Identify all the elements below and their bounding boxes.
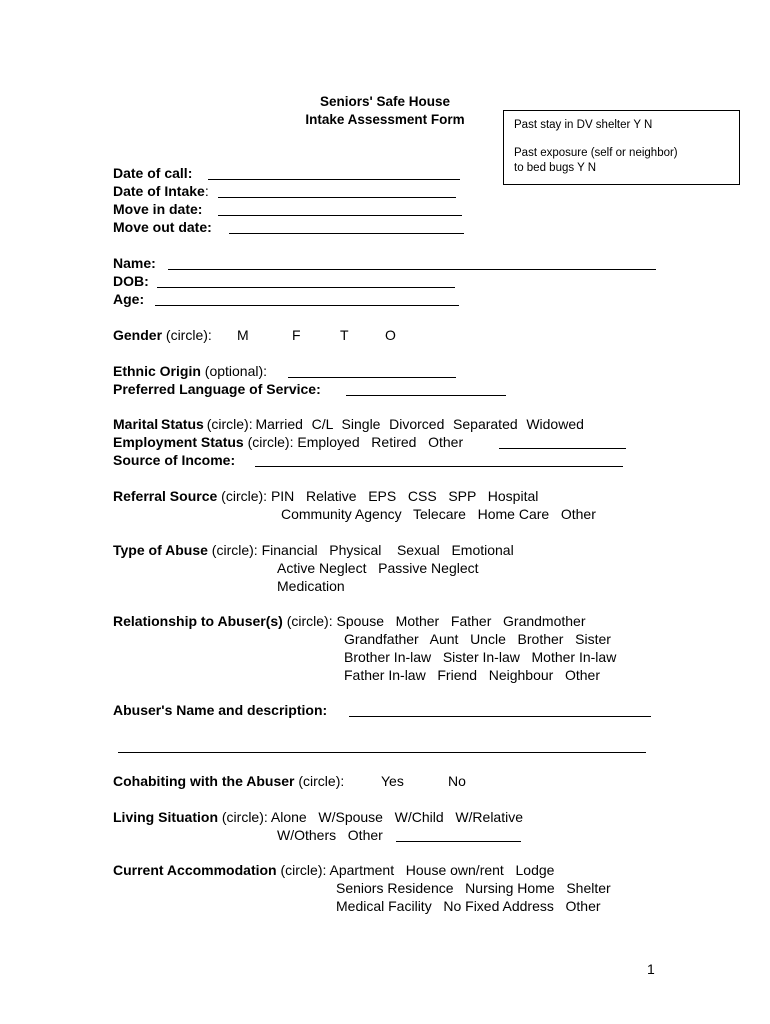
gender-option-t[interactable]: T <box>340 327 349 343</box>
age-label: Age: <box>113 291 145 307</box>
dv-shelter-question[interactable]: Past stay in DV shelter Y N <box>514 119 653 131</box>
source-of-income-field[interactable] <box>255 466 623 467</box>
gender-option-f[interactable]: F <box>292 327 301 343</box>
bedbugs-question-line1: Past exposure (self or neighbor) <box>514 147 678 159</box>
relationship-options-2[interactable]: Grandfather Aunt Uncle Brother Sister <box>344 631 611 647</box>
name-label: Name: <box>113 255 156 271</box>
abuser-description-field[interactable] <box>118 752 646 753</box>
gender-label: Gender (circle): <box>113 327 212 343</box>
relationship-options-1[interactable]: Spouse Mother Father Grandmother <box>336 613 586 629</box>
age-field[interactable] <box>155 305 459 306</box>
source-of-income-label: Source of Income: <box>113 452 236 468</box>
type-of-abuse-options-2[interactable]: Active Neglect Passive Neglect <box>277 560 479 576</box>
referral-source-row: Referral Source (circle): PIN Relative EPS CSS SPP Hospital <box>113 488 539 504</box>
marital-status-row: Marital Status (circle): Married C/L Single Divorced Separated Widowed <box>113 416 584 432</box>
move-in-date-label: Move in date: <box>113 201 203 217</box>
date-of-intake-label: Date of Intake: <box>113 183 209 199</box>
current-accommodation-row: Current Accommodation (circle): Apartment House own/rent Lodge <box>113 862 555 878</box>
shelter-history-box <box>503 110 740 185</box>
move-out-date-field[interactable] <box>229 233 464 234</box>
abuser-name-label: Abuser's Name and description: <box>113 702 328 718</box>
ethnic-origin-label: Ethnic Origin (optional): <box>113 363 268 379</box>
cohabiting-label: Cohabiting with the Abuser (circle): <box>113 773 345 789</box>
living-other-field[interactable] <box>396 841 521 842</box>
date-of-call-label: Date of call: <box>113 165 193 181</box>
marital-status-options[interactable]: Married C/L Single Divorced Separated Widowed <box>255 416 584 432</box>
accommodation-options-3[interactable]: Medical Facility No Fixed Address Other <box>336 898 601 914</box>
date-of-intake-field[interactable] <box>218 197 456 198</box>
preferred-language-label: Preferred Language of Service: <box>113 381 321 397</box>
form-title-line2: Intake Assessment Form <box>305 112 465 127</box>
living-situation-row: Living Situation (circle): Alone W/Spouse W/Child W/Relative <box>113 809 523 825</box>
type-of-abuse-row: Type of Abuse (circle): Financial Physical Sexual Emotional <box>113 542 514 558</box>
cohabiting-yes[interactable]: Yes <box>381 773 404 789</box>
gender-option-m[interactable]: M <box>237 327 249 343</box>
employment-status-options[interactable]: Employed Retired Other <box>297 434 464 450</box>
accommodation-options-1[interactable]: Apartment House own/rent Lodge <box>329 862 555 878</box>
cohabiting-no[interactable]: No <box>448 773 466 789</box>
relationship-to-abuser-row: Relationship to Abuser(s) (circle): Spouse Mother Father Grandmother <box>113 613 586 629</box>
page-number: 1 <box>647 961 655 977</box>
referral-source-options-1[interactable]: PIN Relative EPS CSS SPP Hospital <box>270 488 539 504</box>
abuser-name-field[interactable] <box>349 716 651 717</box>
move-in-date-field[interactable] <box>218 215 462 216</box>
type-of-abuse-options-3[interactable]: Medication <box>277 578 345 594</box>
form-title-line1: Seniors' Safe House <box>319 94 450 109</box>
ethnic-origin-field[interactable] <box>288 377 456 378</box>
gender-option-o[interactable]: O <box>385 327 396 343</box>
relationship-options-4[interactable]: Father In-law Friend Neighbour Other <box>344 667 600 683</box>
employment-status-row: Employment Status (circle): Employed Retired Other <box>113 434 464 450</box>
type-of-abuse-options-1[interactable]: Financial Physical Sexual Emotional <box>261 542 514 558</box>
name-field[interactable] <box>168 269 656 270</box>
referral-source-options-2[interactable]: Community Agency Telecare Home Care Other <box>281 506 596 522</box>
dob-label: DOB: <box>113 273 149 289</box>
preferred-language-field[interactable] <box>346 395 506 396</box>
date-of-call-field[interactable] <box>208 179 460 180</box>
dob-field[interactable] <box>157 287 455 288</box>
living-situation-options-2[interactable]: W/Others Other <box>277 827 383 843</box>
living-situation-options-1[interactable]: Alone W/Spouse W/Child W/Relative <box>270 809 523 825</box>
relationship-options-3[interactable]: Brother In-law Sister In-law Mother In-law <box>344 649 617 665</box>
bedbugs-question-line2[interactable]: to bed bugs Y N <box>514 162 597 174</box>
employment-other-field[interactable] <box>499 448 626 449</box>
accommodation-options-2[interactable]: Seniors Residence Nursing Home Shelter <box>336 880 611 896</box>
move-out-date-label: Move out date: <box>113 219 212 235</box>
